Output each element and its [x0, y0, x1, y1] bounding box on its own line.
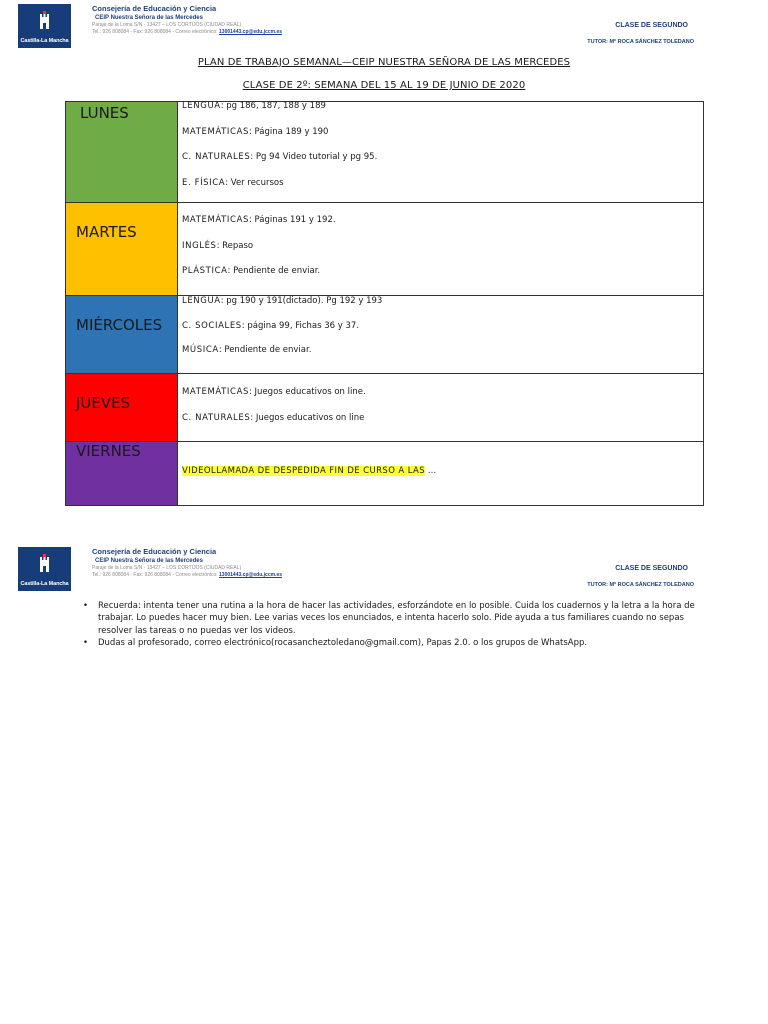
task-text: : pg 186, 187, 188 y 189 [220, 101, 326, 111]
task-text: : Página 189 y 190 [248, 126, 329, 137]
day-name: MIÉRCOLES [76, 316, 163, 334]
castle-emblem-icon [37, 553, 52, 573]
note-item: • Recuerda: intenta tener una rutina a la hora de hacer las actividades, esforzándote en lo posible. Cuida los cuadernos y la letra a la hora de trabajar. Lo puedes hacer muy bien. Lee varias veces los enunciados, e intenta hacerlo solo. Pide ayuda a tus familiares cuando no sepas resolver las tareas o no puedas ver los videos. [80, 600, 700, 637]
class-title: CLASE DE SEGUNDO [615, 22, 688, 29]
task-text: : pg 190 y 191(dictado). Pg 192 y 193 [220, 296, 383, 306]
task-item [182, 94, 699, 120]
day-name: MARTES [76, 223, 137, 241]
task-text: : Páginas 191 y 192. [248, 215, 336, 225]
task-item [182, 171, 699, 197]
plan-subtitle: CLASE DE 2º: SEMANA DEL 15 AL 19 DE JUNIO DE 2020 [242, 80, 526, 91]
day-cell [66, 442, 178, 506]
task-item [182, 120, 699, 146]
plan-title: PLAN DE TRABAJO SEMANAL—CEIP NUESTRA SEÑORA DE LAS MERCEDES [197, 57, 571, 68]
task-item [182, 314, 699, 339]
task-subject: C. NATURALES [182, 152, 251, 163]
task-subject: C. SOCIALES [182, 320, 242, 331]
school-email-link[interactable]: 13001443.cp@edu.jccm.es [219, 29, 283, 35]
castilla-la-mancha-logo [18, 547, 71, 591]
day-row-martes [66, 203, 704, 296]
school-contact [92, 29, 282, 36]
day-name: LUNES [80, 104, 129, 122]
task-text: : Pendiente de enviar. [227, 266, 321, 276]
task-text: : Pendiente de enviar. [218, 345, 312, 355]
tasks-cell [178, 203, 704, 296]
task-item [182, 289, 699, 314]
page-header [18, 4, 734, 48]
task-subject: C. NATURALES [182, 413, 251, 423]
ministry-name: Consejería de Educación y Ciencia [92, 547, 217, 556]
task-subject: MÚSICA [182, 345, 219, 355]
notes-list [80, 600, 700, 649]
task-item [182, 405, 699, 431]
school-name: CEIP Nuestra Señora de las Mercedes [95, 558, 203, 564]
tasks-cell [178, 374, 704, 442]
weekly-plan-table [65, 101, 704, 506]
page-header-2 [18, 547, 734, 591]
highlighted-announcement: VIDEOLLAMADA DE DESPEDIDA FIN DE CURSO A LAS [182, 466, 426, 476]
institution-block [92, 547, 282, 579]
task-item [182, 145, 699, 171]
day-name: JUEVES [76, 394, 131, 412]
tasks-cell [178, 442, 704, 506]
task-subject: MATEMÁTICAS [182, 215, 249, 225]
castilla-la-mancha-logo [18, 4, 71, 48]
day-cell [66, 102, 178, 203]
tutor-name: TUTOR: Mª ROCA SÁNCHEZ TOLEDANO [587, 39, 694, 45]
ministry-name: Consejería de Educación y Ciencia [92, 4, 217, 13]
task-subject: LENGUA [182, 296, 221, 306]
institution-block [92, 4, 282, 36]
contact-prefix: Tel.: 926 808084 - Fax: 926 808084 - Correo electrónico: [92, 572, 220, 578]
task-subject: LENGUA [182, 101, 221, 111]
day-row-viernes [66, 442, 704, 506]
note-item: • Dudas al profesorado, correo electrónico(rocasancheztoledano@gmail.com), Papas 2.0. o los grupos de WhatsApp. [80, 637, 700, 649]
school-address: Paraje de la Loma S/N · 13427 – LOS CORTIJOS (CIUDAD REAL) [92, 22, 242, 28]
day-row-miercoles [66, 296, 704, 374]
task-text: : Ver recursos [225, 177, 284, 188]
logo-text: Castilla-La Mancha [20, 38, 69, 44]
task-subject: E. FÍSICA [182, 177, 226, 188]
tutor-name: TUTOR: Mª ROCA SÁNCHEZ TOLEDANO [587, 582, 694, 588]
task-item [182, 208, 699, 234]
task-item [182, 234, 699, 260]
day-cell [66, 374, 178, 442]
class-title: CLASE DE SEGUNDO [615, 565, 688, 572]
castle-emblem-icon [37, 10, 52, 30]
logo-text: Castilla-La Mancha [20, 581, 69, 587]
day-row-lunes [66, 102, 704, 203]
task-text: : Juegos educativos on line. [248, 387, 366, 397]
task-subject: MATEMÁTICAS [182, 387, 249, 397]
announcement-tail: … [425, 466, 437, 476]
day-row-jueves [66, 374, 704, 442]
task-item [182, 379, 699, 405]
school-name: CEIP Nuestra Señora de las Mercedes [95, 15, 203, 21]
day-cell [66, 296, 178, 374]
task-item [182, 338, 699, 363]
task-subject: PLÁSTICA [182, 266, 228, 276]
task-subject: MATEMÁTICAS [182, 126, 249, 137]
task-text: : Repaso [216, 240, 254, 251]
tasks-cell [178, 102, 704, 203]
task-item [182, 259, 699, 285]
tasks-cell [178, 296, 704, 374]
task-text: : Pg 94 Video tutorial y pg 95. [250, 152, 378, 163]
school-contact [92, 572, 282, 579]
contact-prefix: Tel.: 926 808084 - Fax: 926 808084 - Correo electrónico: [92, 29, 220, 35]
day-cell [66, 203, 178, 296]
task-text: : Juegos educativos on line [250, 413, 365, 423]
task-subject: INGLÉS [182, 240, 217, 251]
task-text: : página 99, Fichas 36 y 37. [241, 320, 360, 331]
school-address: Paraje de la Loma S/N · 13427 – LOS CORTIJOS (CIUDAD REAL) [92, 565, 242, 571]
school-email-link[interactable]: 13001443.cp@edu.jccm.es [219, 572, 283, 578]
day-name: VIERNES [76, 442, 141, 460]
